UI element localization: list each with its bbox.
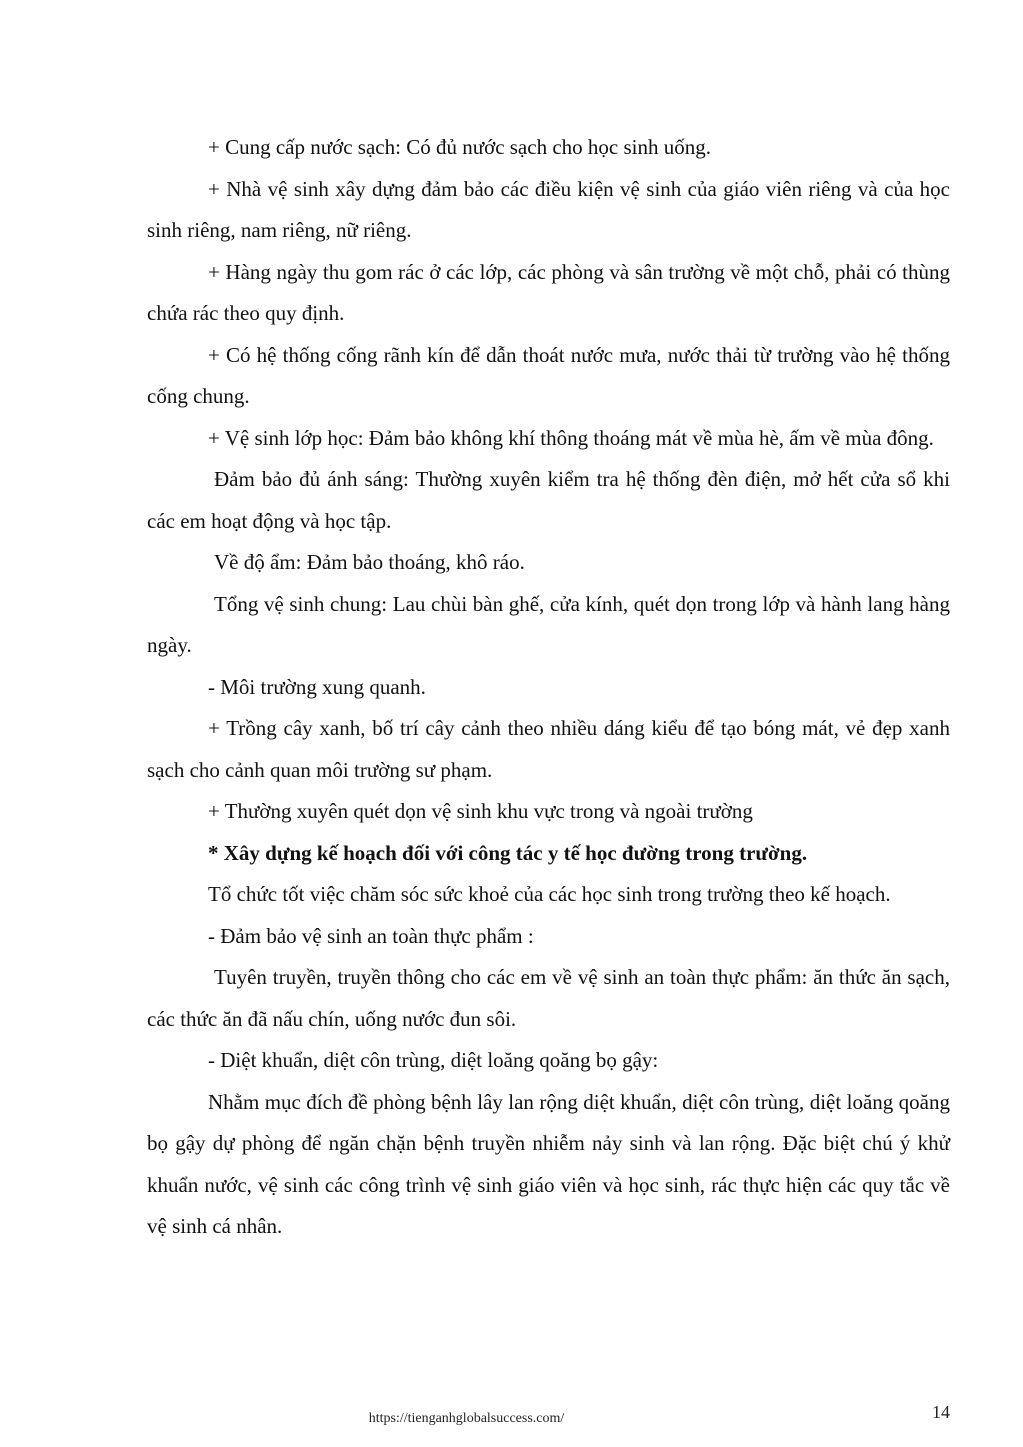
paragraph: + Vệ sinh lớp học: Đảm bảo không khí thông thoáng mát về mùa hè, ấm về mùa đông. [208, 425, 934, 450]
paragraph: + Cung cấp nước sạch: Có đủ nước sạch cho học sinh uống. [208, 135, 711, 159]
paragraph: + Có hệ thống cống rãnh kín để dẫn thoát nước mưa, nước thải từ trường vào hệ thống cống chung. [147, 342, 950, 408]
document-body [147, 127, 950, 1248]
footer-url: https://tienganhglobalsuccess.com/ [368, 1411, 565, 1426]
paragraph: + Thường xuyên quét dọn vệ sinh khu vực trong và ngoài trường [208, 799, 753, 823]
paragraph: Tổ chức tốt việc chăm sóc sức khoẻ của các học sinh trong trường theo kế hoạch. [208, 882, 891, 906]
paragraph: - Môi trường xung quanh. [208, 674, 426, 699]
paragraph: + Hàng ngày thu gom rác ở các lớp, các phòng và sân trường về một chỗ, phải có thùng chứa rác theo quy định. [147, 259, 950, 325]
paragraph: - Diệt khuẩn, diệt côn trùng, diệt loăng qoăng bọ gậy: [208, 1048, 659, 1072]
paragraph: Về độ ẩm: Đảm bảo thoáng, khô ráo. [214, 550, 525, 574]
paragraph: * Xây dựng kế hoạch đối với công tác y tế học đường trong trường. [208, 840, 808, 865]
paragraph: + Trồng cây xanh, bố trí cây cảnh theo nhiều dáng kiểu để tạo bóng mát, vẻ đẹp xanh sạch cho cảnh quan môi trường sư phạm. [147, 716, 950, 782]
paragraph: + Nhà vệ sinh xây dựng đảm bảo các điều kiện vệ sinh của giáo viên riêng và của học sinh riêng, nam riêng, nữ riêng. [147, 176, 950, 242]
paragraph: - Đảm bảo vệ sinh an toàn thực phẩm : [208, 923, 534, 948]
page-number: 14 [932, 1402, 950, 1422]
paragraph: Đảm bảo đủ ánh sáng: Thường xuyên kiểm tra hệ thống đèn điện, mở hết cửa sổ khi các em hoạt động và học tập. [147, 467, 950, 533]
paragraph: Tuyên truyền, truyền thông cho các em về vệ sinh an toàn thực phẩm: ăn thức ăn sạch, các thức ăn đã nấu chín, uống nước đun sôi. [147, 965, 950, 1031]
paragraph: Nhằm mục đích đề phòng bệnh lây lan rộng diệt khuẩn, diệt côn trùng, diệt loăng qoăng bọ gậy dự phòng để ngăn chặn bệnh truyền nhiễm nảy sinh và lan rộng. Đặc biệt chú ý khử khuẩn nước, vệ sinh các công trình vệ sinh giáo viên và học sinh, rác thực hiện các quy tắc về vệ sinh cá nhân. [147, 1089, 950, 1238]
paragraph: Tổng vệ sinh chung: Lau chùi bàn ghế, cửa kính, quét dọn trong lớp và hành lang hàng ngày. [147, 591, 950, 657]
